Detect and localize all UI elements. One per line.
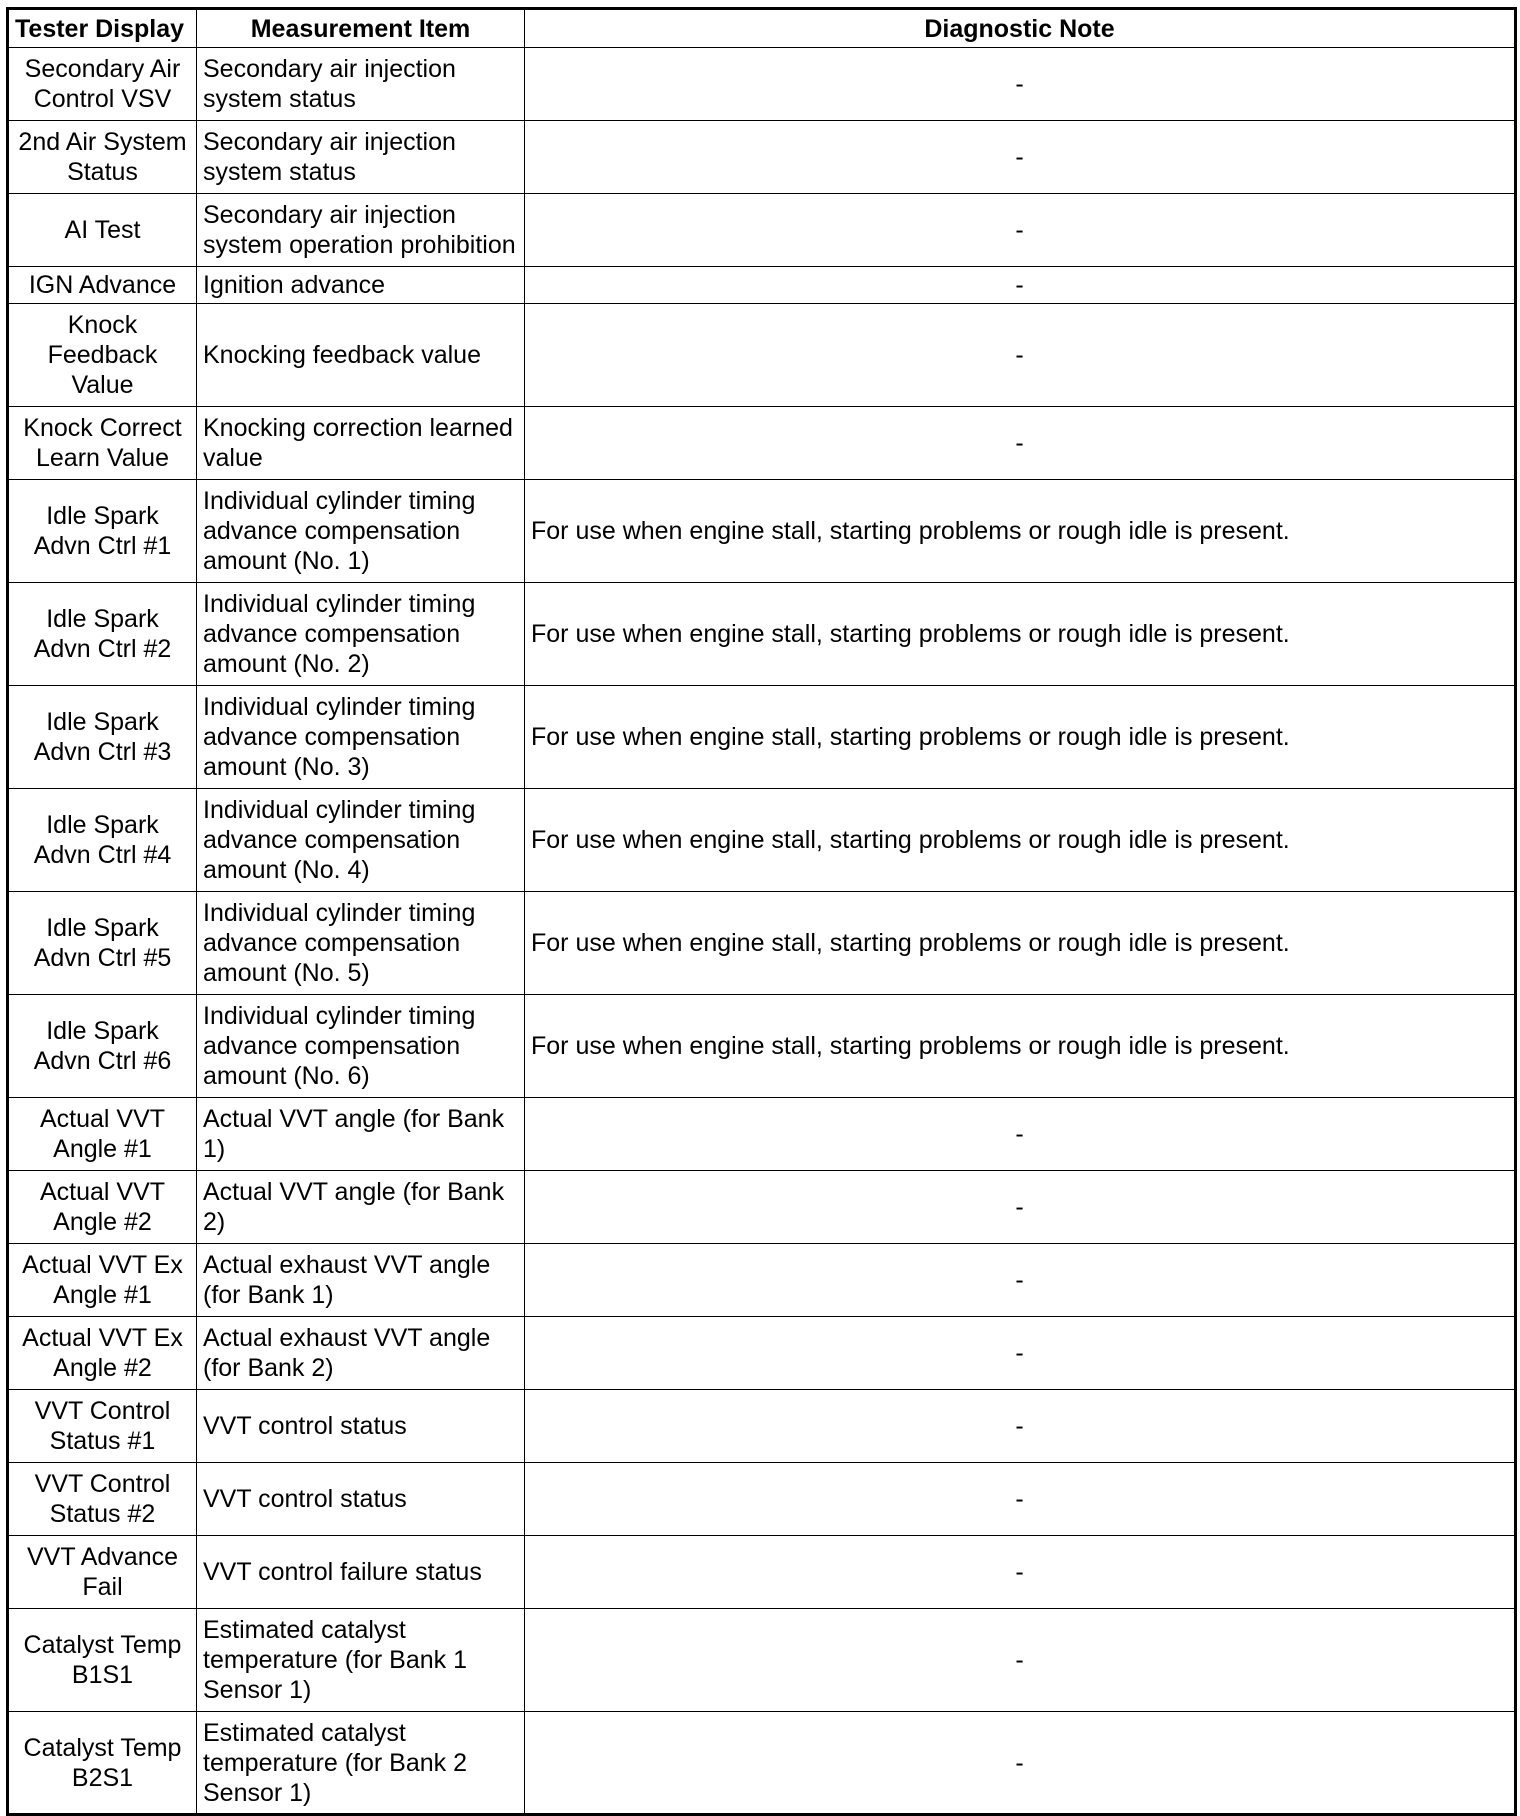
cell-diagnostic-note: For use when engine stall, starting problems or rough idle is present. — [525, 892, 1516, 995]
table-row — [8, 995, 1516, 1098]
cell-diagnostic-note: For use when engine stall, starting problems or rough idle is present. — [525, 686, 1516, 789]
cell-diagnostic-note: - — [525, 1244, 1516, 1317]
table-row — [8, 1463, 1516, 1536]
cell-tester-display: VVT Control Status #2 — [8, 1463, 197, 1536]
table-row — [8, 1098, 1516, 1171]
diagnostic-data-table — [6, 7, 1517, 1816]
cell-tester-display: 2nd Air System Status — [8, 121, 197, 194]
cell-measurement-item: Secondary air injection system status — [197, 48, 525, 121]
cell-tester-display: AI Test — [8, 194, 197, 267]
cell-measurement-item: Individual cylinder timing advance compensation amount (No. 4) — [197, 789, 525, 892]
table-row — [8, 1609, 1516, 1712]
cell-diagnostic-note: - — [525, 1463, 1516, 1536]
cell-tester-display: Actual VVT Angle #2 — [8, 1171, 197, 1244]
cell-diagnostic-note: - — [525, 1536, 1516, 1609]
cell-tester-display: Catalyst Temp B2S1 — [8, 1712, 197, 1815]
cell-diagnostic-note: - — [525, 267, 1516, 304]
cell-diagnostic-note: - — [525, 48, 1516, 121]
table-row — [8, 194, 1516, 267]
cell-diagnostic-note: For use when engine stall, starting problems or rough idle is present. — [525, 583, 1516, 686]
cell-diagnostic-note: - — [525, 1317, 1516, 1390]
header-tester-display: Tester Display — [8, 9, 197, 48]
table-row — [8, 1317, 1516, 1390]
cell-diagnostic-note: - — [525, 121, 1516, 194]
table-row — [8, 583, 1516, 686]
table-row — [8, 407, 1516, 480]
cell-measurement-item: Individual cylinder timing advance compensation amount (No. 6) — [197, 995, 525, 1098]
cell-measurement-item: Knocking feedback value — [197, 304, 525, 407]
cell-measurement-item: Individual cylinder timing advance compensation amount (No. 5) — [197, 892, 525, 995]
cell-diagnostic-note: For use when engine stall, starting problems or rough idle is present. — [525, 995, 1516, 1098]
table-row — [8, 892, 1516, 995]
table-body — [8, 48, 1516, 1815]
cell-tester-display: Actual VVT Angle #1 — [8, 1098, 197, 1171]
cell-measurement-item: Actual VVT angle (for Bank 2) — [197, 1171, 525, 1244]
cell-measurement-item: VVT control status — [197, 1390, 525, 1463]
cell-tester-display: VVT Control Status #1 — [8, 1390, 197, 1463]
cell-diagnostic-note: - — [525, 1390, 1516, 1463]
cell-measurement-item: Actual VVT angle (for Bank 1) — [197, 1098, 525, 1171]
cell-diagnostic-note: - — [525, 407, 1516, 480]
cell-measurement-item: Actual exhaust VVT angle (for Bank 1) — [197, 1244, 525, 1317]
cell-measurement-item: Individual cylinder timing advance compensation amount (No. 2) — [197, 583, 525, 686]
table-row — [8, 480, 1516, 583]
cell-tester-display: Idle Spark Advn Ctrl #4 — [8, 789, 197, 892]
cell-tester-display: Idle Spark Advn Ctrl #3 — [8, 686, 197, 789]
cell-tester-display: Secondary Air Control VSV — [8, 48, 197, 121]
cell-diagnostic-note: - — [525, 1171, 1516, 1244]
table-row — [8, 789, 1516, 892]
header-measurement-item: Measurement Item — [197, 9, 525, 48]
cell-tester-display: Idle Spark Advn Ctrl #6 — [8, 995, 197, 1098]
table-row — [8, 686, 1516, 789]
cell-tester-display: Idle Spark Advn Ctrl #5 — [8, 892, 197, 995]
cell-measurement-item: Secondary air injection system operation prohibition — [197, 194, 525, 267]
table-row — [8, 1390, 1516, 1463]
cell-measurement-item: Secondary air injection system status — [197, 121, 525, 194]
cell-tester-display: Actual VVT Ex Angle #2 — [8, 1317, 197, 1390]
cell-diagnostic-note: - — [525, 1712, 1516, 1815]
cell-tester-display: Actual VVT Ex Angle #1 — [8, 1244, 197, 1317]
cell-measurement-item: Ignition advance — [197, 267, 525, 304]
cell-measurement-item: Individual cylinder timing advance compensation amount (No. 3) — [197, 686, 525, 789]
cell-measurement-item: Knocking correction learned value — [197, 407, 525, 480]
cell-tester-display: VVT Advance Fail — [8, 1536, 197, 1609]
cell-diagnostic-note: For use when engine stall, starting problems or rough idle is present. — [525, 480, 1516, 583]
cell-diagnostic-note: - — [525, 1098, 1516, 1171]
cell-tester-display: Knock Feedback Value — [8, 304, 197, 407]
cell-measurement-item: VVT control status — [197, 1463, 525, 1536]
cell-measurement-item: Estimated catalyst temperature (for Bank 2 Sensor 1) — [197, 1712, 525, 1815]
table-row — [8, 121, 1516, 194]
cell-measurement-item: VVT control failure status — [197, 1536, 525, 1609]
cell-measurement-item: Actual exhaust VVT angle (for Bank 2) — [197, 1317, 525, 1390]
header-diagnostic-note: Diagnostic Note — [525, 9, 1516, 48]
cell-measurement-item: Estimated catalyst temperature (for Bank 1 Sensor 1) — [197, 1609, 525, 1712]
header-row — [8, 9, 1516, 48]
cell-diagnostic-note: - — [525, 194, 1516, 267]
cell-tester-display: Idle Spark Advn Ctrl #2 — [8, 583, 197, 686]
cell-tester-display: Catalyst Temp B1S1 — [8, 1609, 197, 1712]
cell-diagnostic-note: For use when engine stall, starting problems or rough idle is present. — [525, 789, 1516, 892]
table-row — [8, 1712, 1516, 1815]
table-row — [8, 1536, 1516, 1609]
table-row — [8, 1171, 1516, 1244]
cell-measurement-item: Individual cylinder timing advance compensation amount (No. 1) — [197, 480, 525, 583]
cell-tester-display: Idle Spark Advn Ctrl #1 — [8, 480, 197, 583]
table-row — [8, 1244, 1516, 1317]
cell-diagnostic-note: - — [525, 304, 1516, 407]
table-row — [8, 267, 1516, 304]
cell-tester-display: Knock Correct Learn Value — [8, 407, 197, 480]
cell-diagnostic-note: - — [525, 1609, 1516, 1712]
table-row — [8, 304, 1516, 407]
cell-tester-display: IGN Advance — [8, 267, 197, 304]
table-row — [8, 48, 1516, 121]
